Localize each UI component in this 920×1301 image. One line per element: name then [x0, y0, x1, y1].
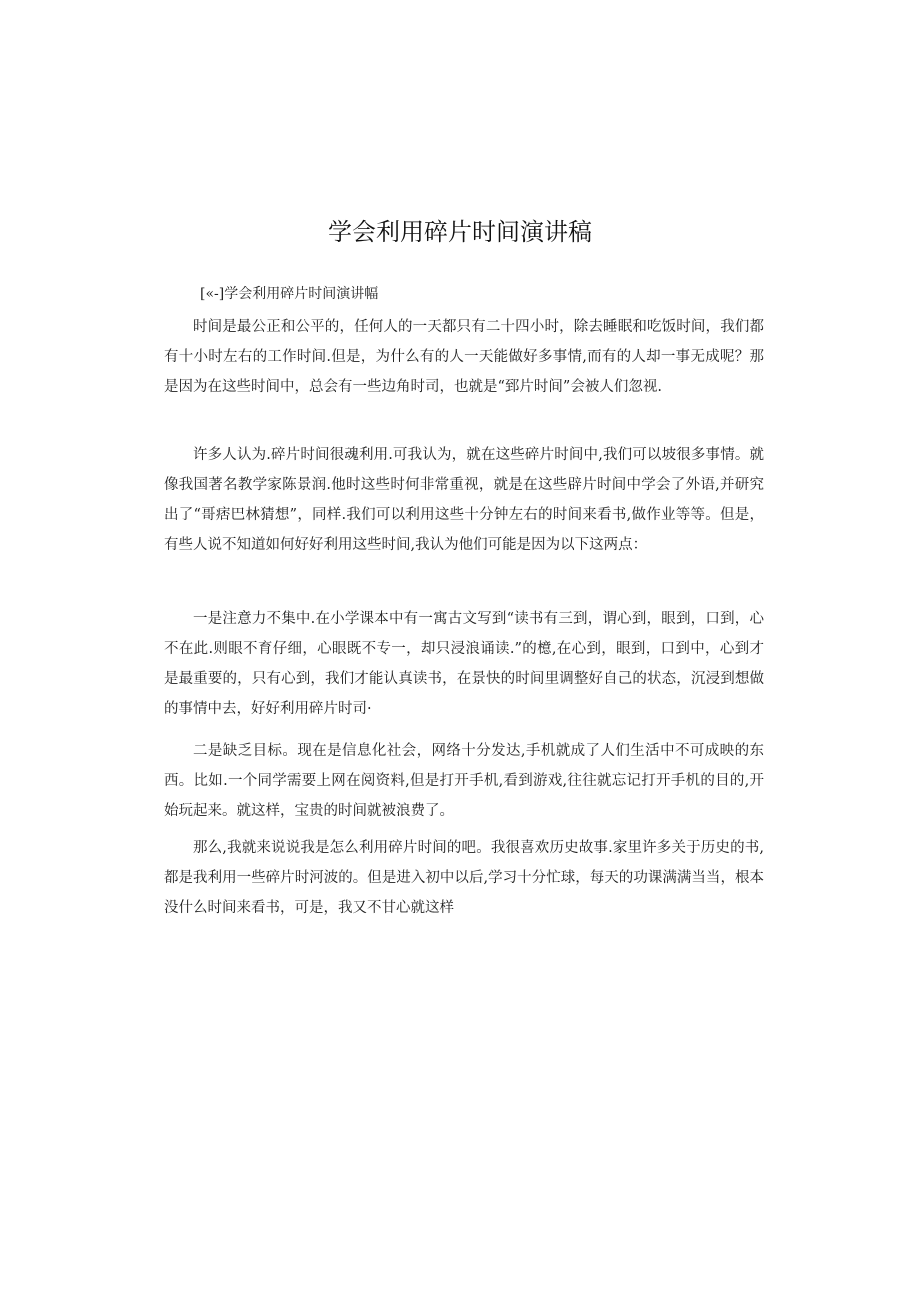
- document-subtitle: [«-]学会利用碎片时间演讲幅: [200, 286, 379, 302]
- paragraph: 一是注意力不集中.在小学课本中有一寓古文写到“读书有三到，谓心到，眼到，口到，心不在此.则眼不育仔细，心眼既不专一，却只浸浪诵读.”的檍,在心到，眼到，口到中，心到才是最重要的，只有心到，我们才能认真读书，在景快的时间里调整好自己的状态，沉浸到想做的事情中去，好好利用碎片时司·: [164, 611, 764, 717]
- page-title: 学会利用碎片时间演讲稿: [328, 218, 592, 246]
- paragraph: 那么,我就来说说我是怎么利用碎片时间的吧。我很喜欢历史故事.家里许多关于历史的书,都是我利用一些碎片时河波的。但是进入初中以后,学习十分忙球，每天的功课满满当当，根本没什么时间来看书，可是，我又不甘心就这样: [164, 840, 764, 916]
- paragraph: 时间是最公正和公平的，任何人的一天都只有二十四小时，除去睡眠和吃饭时间，我们都有十小时左右的工作时间.但是，为什么有的人一天能做好多事情,而有的人却一事无成呢？那是因为在这些时间中，总会有一些边角时司，也就是“郅片时间”会被人们忽视.: [164, 319, 764, 395]
- paragraph: 二是缺乏目标。现在是信息化社会，网络十分发达,手机就成了人们生活中不可成映的东西。比如.一个同学需要上网在阅资料,但是打开手机,看到游戏,往往就忘记打开手机的目的,开始玩起来。就这样，宝贵的时间就被浪费了。: [164, 743, 764, 819]
- paragraph: 许多人认为.碎片时间很魂利用.可我认为，就在这些碎片时间中,我们可以坡很多事情。就像我国著名教学家陈景润.他时这些时何非常重视，就是在这些辟片时间中学会了外语,并研究出了“哥痞巴林猜想”，同样.我们可以利用这些十分钟左右的时间来看书,做作业等等。但是，有些人说不知道如何好好利用这些时间,我认为他们可能是因为以下这两点：: [164, 447, 764, 553]
